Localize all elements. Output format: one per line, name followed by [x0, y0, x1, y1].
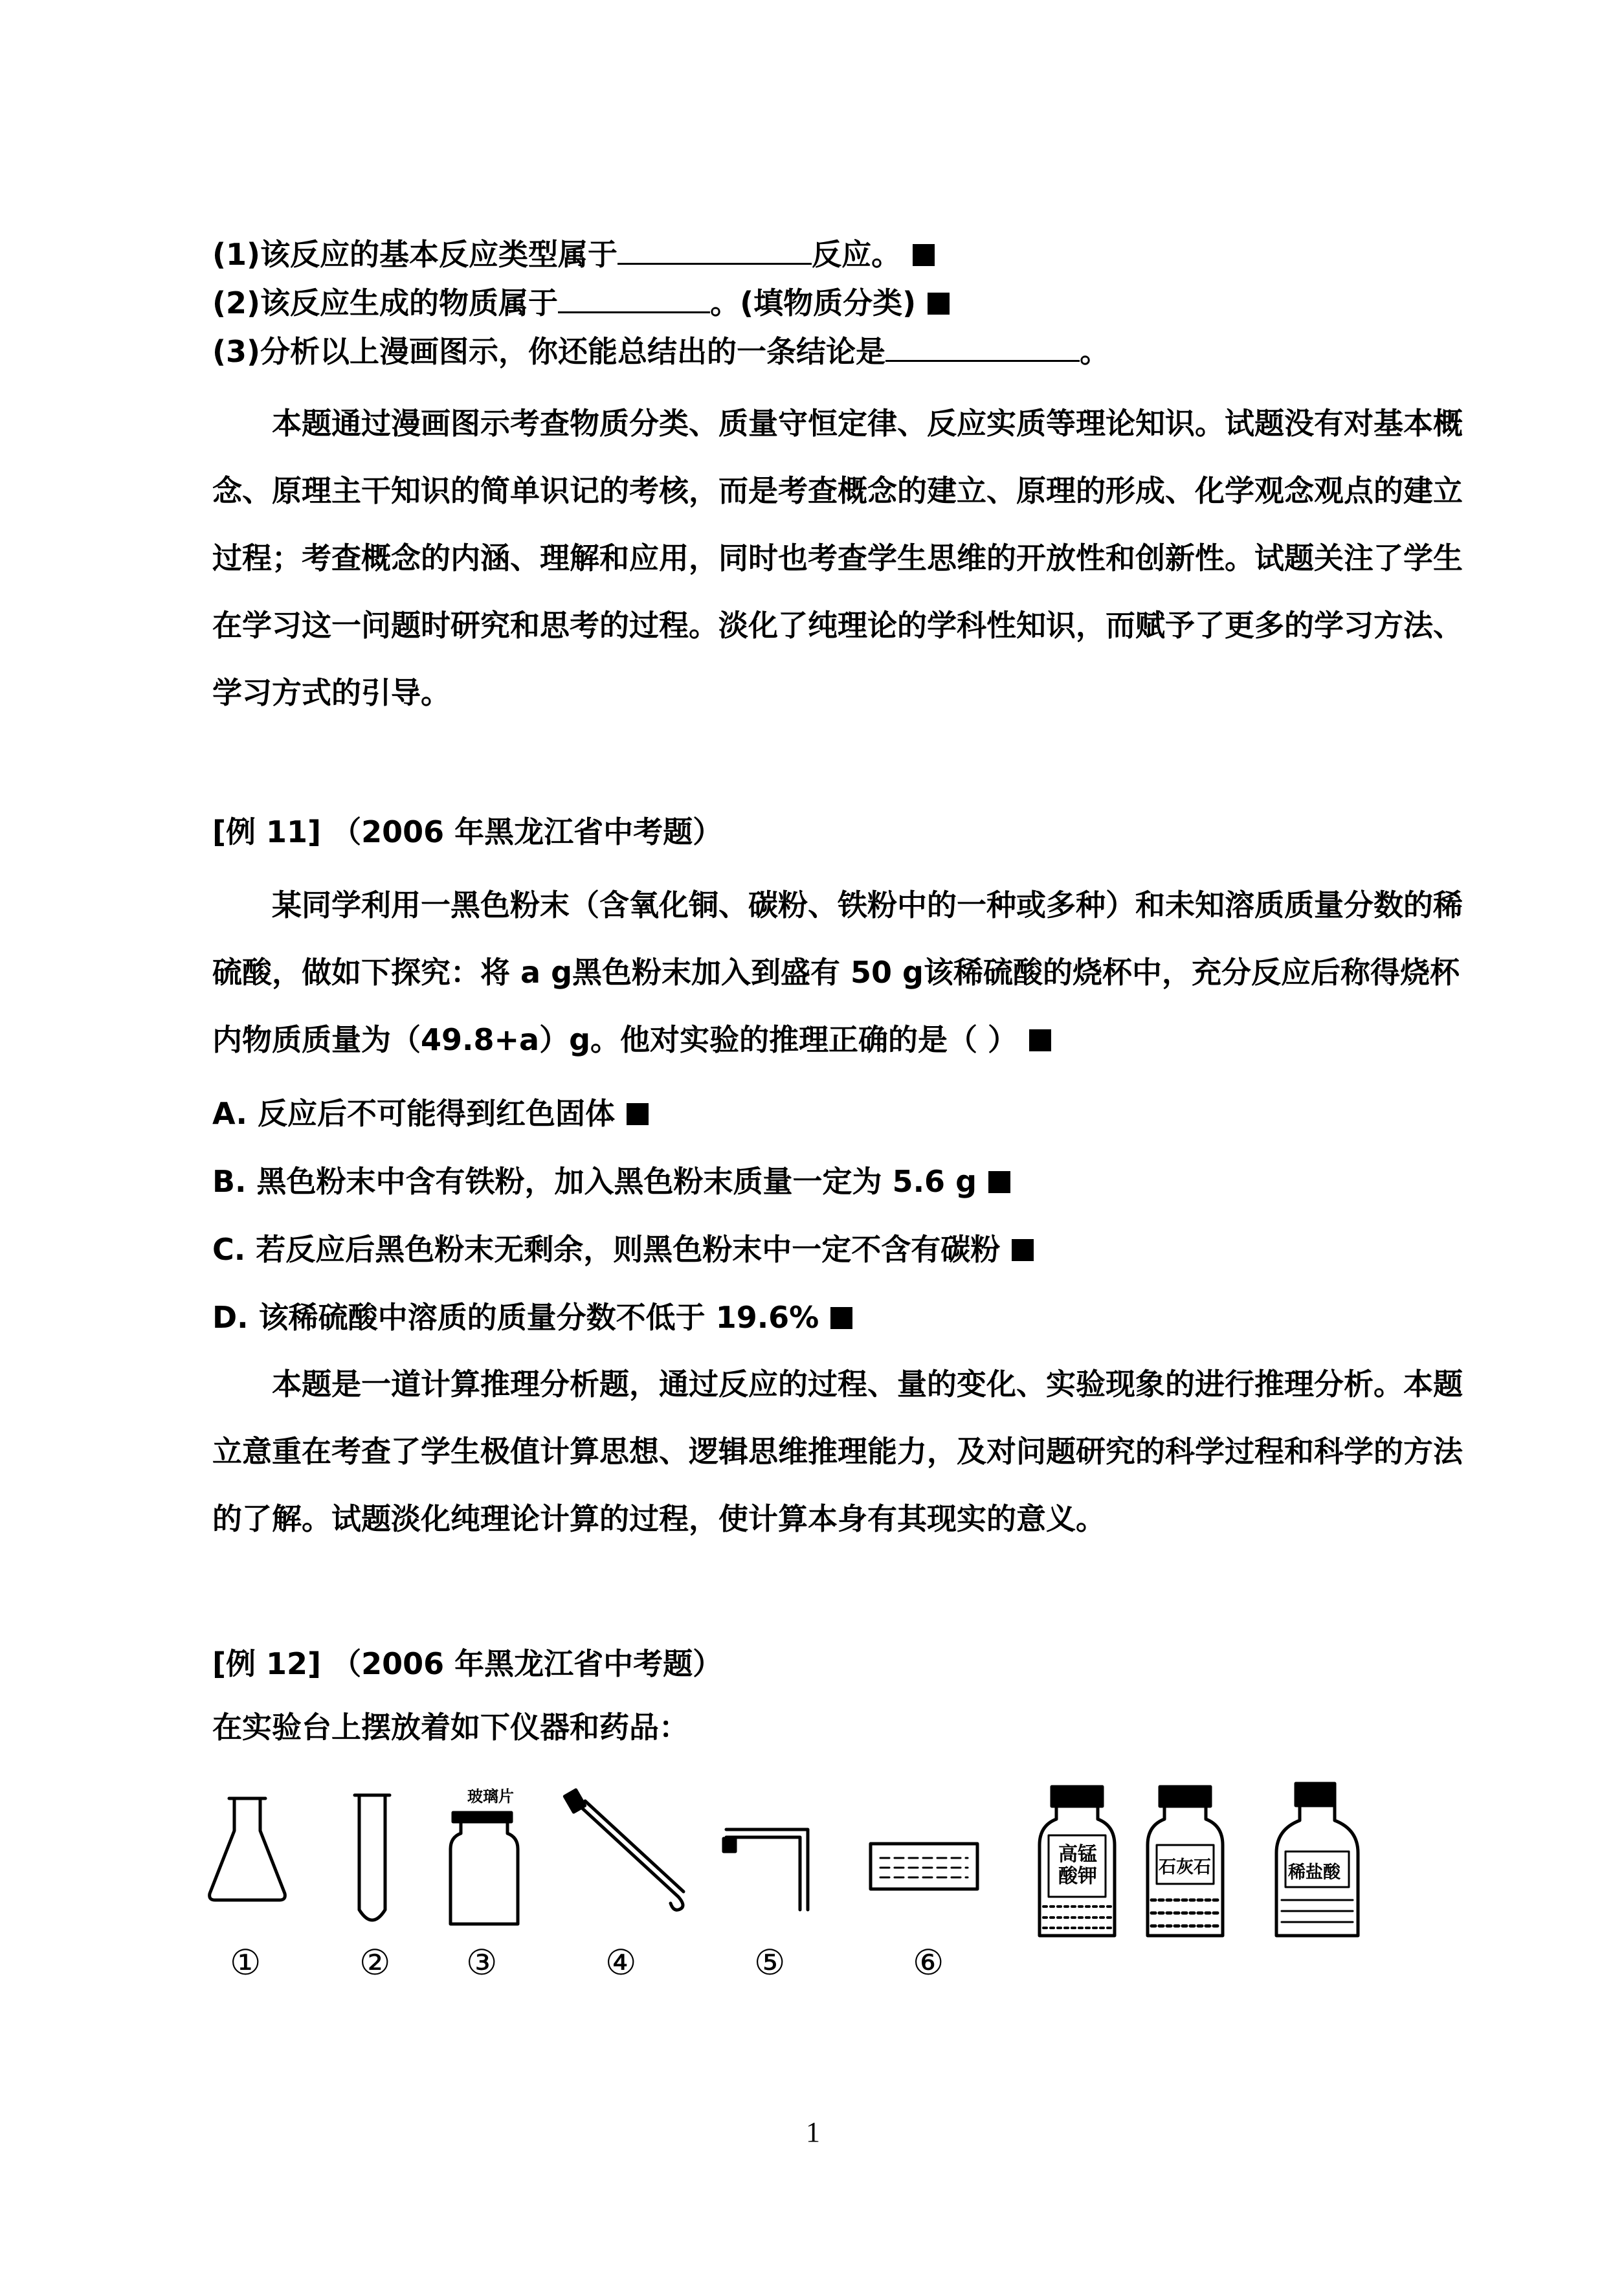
label-number-1: ① — [230, 1942, 261, 1983]
label-number-4: ④ — [605, 1942, 637, 1983]
conical-flask-icon — [210, 1798, 285, 1900]
example-12-heading: [例 12] （2006 年黑龙江省中考题） — [212, 1646, 723, 1681]
option-d: D. 该稀硫酸中溶质的质量分数不低于 19.6% — [212, 1298, 852, 1337]
option-b: B. 黑色粉末中含有铁粉，加入黑色粉末质量一定为 5.6 g — [212, 1162, 1010, 1201]
gas-jar-icon — [450, 1813, 518, 1924]
water-trough-icon — [871, 1844, 977, 1889]
question-1: (1)该反应的基本反应类型属于 反应。 — [212, 233, 935, 274]
label-number-5: ⑤ — [754, 1942, 786, 1983]
example-11-analysis: 本题是一道计算推理分析题，通过反应的过程、量的变化、实验现象的进行推理分析。本题立意重在考查了学生极值计算思想、逻辑思维推理能力，及对问题研究的科学过程和科学的方法的了解。试题淡化纯理论计算的过程，使计算本身有其现实的意义。 — [212, 1367, 1463, 1536]
question-2: (2)该反应生成的物质属于 。(填物质分类) — [212, 282, 950, 322]
glass-plate-label: 玻璃片 — [467, 1787, 514, 1806]
test-tube-icon — [355, 1795, 390, 1920]
example-11-stem: 某同学利用一黑色粉末（含氧化铜、碳粉、铁粉中的一种或多种）和未知溶质质量分数的稀硫酸，做如下探究：将 a g黑色粉末加入到盛有 50 g该稀硫酸的烧杯中，充分反应后称得烧杯内物质质量为（49.8+a）g。他对实验的推理正确的是（ ） — [212, 888, 1463, 1057]
analysis-paragraph-1: 本题通过漫画图示考查物质分类、质量守恒定律、反应实质等理论知识。试题没有对基本概念、原理主干知识的简单识记的考核，而是考查概念的建立、原理的形成、化学观念观点的建立过程；考查概念的内涵、理解和应用，同时也考查学生思维的开放性和创新性。试题关注了学生在学习这一问题时研究和思考的过程。淡化了纯理论的学科性知识，而赋予了更多的学习方法、学习方式的引导。 — [212, 406, 1463, 710]
label-number-6: ⑥ — [913, 1942, 944, 1983]
label-number-3: ③ — [466, 1942, 498, 1983]
l-shaped-tube-icon — [724, 1829, 808, 1910]
example-11-heading: [例 11] （2006 年黑龙江省中考题） — [212, 814, 723, 849]
label-number-2: ② — [359, 1942, 391, 1983]
example-12-stem: 在实验台上摆放着如下仪器和药品： — [212, 1710, 689, 1745]
bottle-label-hcl: 稀盐酸 — [1288, 1862, 1340, 1883]
bottle-label-kmno4: 高锰酸钾 — [1058, 1843, 1097, 1888]
page-number: 1 — [806, 2116, 820, 2148]
question-3: (3)分析以上漫画图示，你还能总结出的一条结论是 。 — [212, 330, 1109, 371]
option-a: A. 反应后不可能得到红色固体 — [212, 1094, 649, 1133]
option-c: C. 若反应后黑色粉末无剩余，则黑色粉末中一定不含有碳粉 — [212, 1230, 1034, 1269]
bottle-label-limestone: 石灰石 — [1159, 1857, 1211, 1877]
delivery-tube-icon — [564, 1790, 684, 1910]
